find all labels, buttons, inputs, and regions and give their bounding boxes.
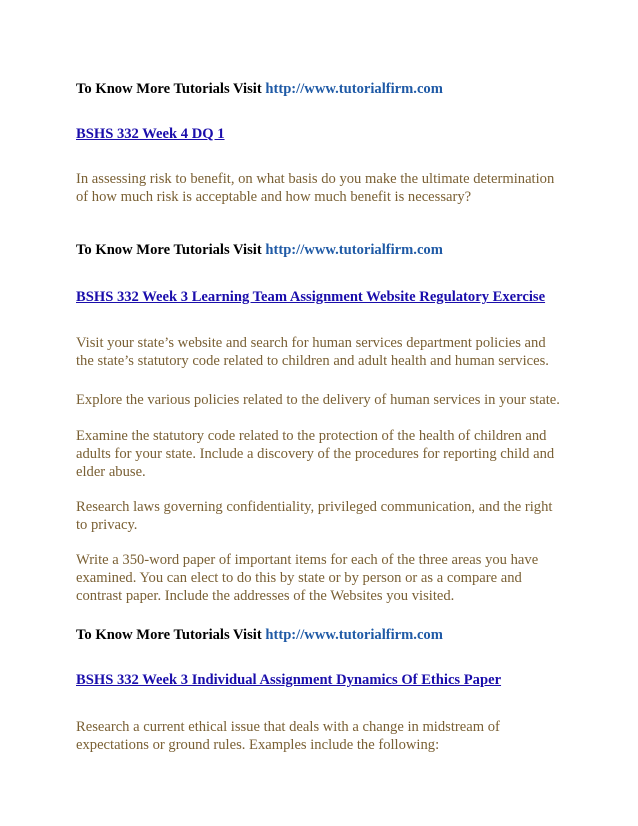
paragraph-line: Visit your state’s website and search for human services department policies and (76, 335, 546, 351)
promo-line (76, 80, 576, 98)
paragraph (76, 718, 576, 754)
paragraph-line: to privacy. (76, 517, 138, 533)
paragraph-line: expectations or ground rules. Examples include the following: (76, 737, 440, 753)
promo-line (76, 626, 576, 644)
promo-url-link[interactable]: http://www.tutorialfirm.com (265, 242, 443, 258)
paragraph-line: Examine the statutory code related to the protection of the health of children and (76, 428, 547, 444)
paragraph-line: of how much risk is acceptable and how much benefit is necessary? (76, 189, 472, 205)
paragraph-line: Write a 350-word paper of important items for each of the three areas you have (76, 552, 539, 568)
paragraph-line: elder abuse. (76, 464, 146, 480)
promo-lead: To Know More Tutorials Visit (76, 81, 262, 97)
promo-url-link[interactable]: http://www.tutorialfirm.com (265, 627, 443, 643)
section-heading[interactable]: BSHS 332 Week 3 Learning Team Assignment Website Regulatory Exercise (76, 289, 546, 305)
section-heading[interactable]: BSHS 332 Week 4 DQ 1 (76, 126, 225, 142)
paragraph-line: examined. You can elect to do this by state or by person or as a compare and (76, 570, 522, 586)
paragraph (76, 170, 576, 206)
paragraph-line: Research a current ethical issue that deals with a change in midstream of (76, 719, 500, 735)
promo-url-link[interactable]: http://www.tutorialfirm.com (265, 81, 443, 97)
paragraph (76, 334, 576, 370)
paragraph-line: Explore the various policies related to the delivery of human services in your state. (76, 392, 560, 408)
paragraph (76, 498, 576, 534)
promo-lead: To Know More Tutorials Visit (76, 242, 262, 258)
promo-line (76, 241, 576, 259)
paragraph-line: adults for your state. Include a discovery of the procedures for reporting child and (76, 446, 555, 462)
section-heading[interactable]: BSHS 332 Week 3 Individual Assignment Dynamics Of Ethics Paper (76, 672, 502, 688)
promo-lead: To Know More Tutorials Visit (76, 627, 262, 643)
paragraph-line: Research laws governing confidentiality, privileged communication, and the right (76, 499, 553, 515)
paragraph-line: the state’s statutory code related to children and adult health and human services. (76, 353, 549, 369)
paragraph (76, 551, 576, 605)
paragraph-line: contrast paper. Include the addresses of the Websites you visited. (76, 588, 455, 604)
paragraph-line: In assessing risk to benefit, on what basis do you make the ultimate determination (76, 171, 555, 187)
paragraph (76, 391, 576, 409)
paragraph (76, 427, 576, 481)
